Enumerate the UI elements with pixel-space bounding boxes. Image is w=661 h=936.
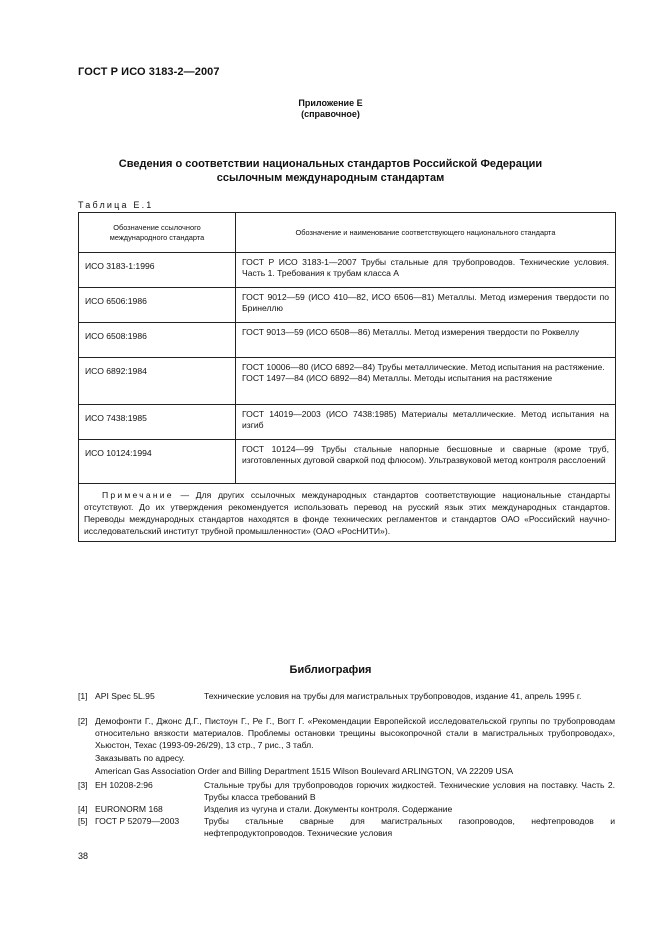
bibliography-item: [78, 815, 615, 839]
bib-number: [2]: [78, 716, 88, 726]
section-title-line2: ссылочным международным стандартам: [216, 172, 445, 184]
bibliography-item: [78, 779, 615, 803]
standards-table: [78, 212, 616, 542]
bibliography-title: Библиография: [289, 664, 372, 676]
annex-status: (справочное): [301, 109, 360, 119]
bib-description: Изделия из чугуна и стали. Документы контроля. Содержание: [204, 804, 453, 814]
intl-standard-cell: ИСО 6508:1986: [79, 323, 236, 358]
table-row: [79, 358, 616, 405]
table-row: [79, 323, 616, 358]
bib-description: Технические условия на трубы для магистральных трубопроводов, издание 41, апрель 1995 г.: [204, 691, 582, 701]
bib-reference: ГОСТ Р 52079—2003: [95, 816, 180, 826]
national-standard-cell: [236, 358, 616, 405]
col-header-national: Обозначение и наименование соответствующего национального стандарта: [236, 213, 616, 253]
bib-description: Трубы стальные сварные для магистральных газопроводов, нефтепроводов и нефтепродуктопроводов. Технические условия: [204, 816, 615, 838]
bib-number: [5]: [78, 816, 88, 826]
bib-number: [4]: [78, 804, 88, 814]
national-standard-text: ГОСТ 10006—80 (ИСО 6892—84) Трубы металлические. Метод испытания на растяжение.: [242, 362, 605, 372]
table-row: [79, 440, 616, 484]
bib-description: Стальные трубы для трубопроводов горючих жидкостей. Технические условия на поставку. Часть 2. Трубы класса требований В: [204, 780, 615, 802]
intl-standard-cell: ИСО 6506:1986: [79, 288, 236, 323]
intl-standard-cell: ИСО 6892:1984: [79, 358, 236, 405]
table-caption: Таблица Е.1: [78, 200, 154, 210]
document-header: ГОСТ Р ИСО 3183-2—2007: [78, 66, 220, 78]
note-text: — Для других ссылочных международных стандартов соответствующие национальные стандарты отсутствуют. До их утверждения рекомендуется использовать перевод на русский язык этих международных стандартов. Переводы международных стандартов находятся в фонде технических регламентов и стандартов ОАО «Российский научно-исследовательский институт трубной промышленности» (ОАО «РосНИТИ»).: [84, 490, 610, 536]
bib-description: Демофонти Г., Джонс Д.Г., Пистоун Г., Ре Г., Вогт Г. «Рекомендации Европейской исследовательской группы по трубопроводам относительно вязкости материалов. Проблемы остановки трещины высокопрочной стали в магистральных трубопроводах», Хьюстон, Техас (1993-09-26/29), 13 стр., 7 рис., 3 табл.: [95, 716, 615, 750]
section-title-line1: Сведения о соответствии национальных стандартов Российской Федерации: [118, 158, 543, 170]
national-standard-cell: ГОСТ 14019—2003 (ИСО 7438:1985) Материалы металлические. Метод испытания на изгиб: [236, 405, 616, 440]
national-standard-cell: ГОСТ 9013—59 (ИСО 6508—86) Металлы. Метод измерения твердости по Роквеллу: [236, 323, 616, 358]
intl-standard-cell: ИСО 7438:1985: [79, 405, 236, 440]
note-label: Примечание: [102, 490, 174, 500]
bib-reference: ЕН 10208-2:96: [95, 780, 153, 790]
bibliography-item: [78, 690, 615, 714]
table-note-row: [79, 484, 616, 542]
intl-standard-cell: ИСО 3183-1:1996: [79, 253, 236, 288]
bib-description: Заказывать по адресу.: [95, 753, 185, 763]
national-standard-cell: ГОСТ Р ИСО 3183-1—2007 Трубы стальные для трубопроводов. Технические условия. Часть 1. Требования к трубам класса А: [236, 253, 616, 288]
table-row: [79, 405, 616, 440]
bib-reference: API Spec 5L.95: [95, 691, 155, 701]
national-standard-cell: ГОСТ 9012—59 (ИСО 410—82, ИСО 6506—81) Металлы. Метод измерения твердости по Бринеллю: [236, 288, 616, 323]
bib-reference: EURONORM 168: [95, 804, 163, 814]
table-row: [79, 253, 616, 288]
bib-number: [1]: [78, 691, 88, 701]
table-note: [79, 484, 616, 542]
bib-address: American Gas Association Order and Billing Department 1515 Wilson Boulevard ARLINGTON, VA 22209 USA: [95, 766, 514, 776]
national-standard-cell: ГОСТ 10124—99 Трубы стальные напорные бесшовные и сварные (кроме труб, изготовленных дуговой сваркой под флюсом). Ультразвуковой метод контроля расслоений: [236, 440, 616, 484]
table-row: [79, 288, 616, 323]
table-header-row: [79, 213, 616, 253]
bibliography-item: [78, 803, 615, 815]
annex-title: Приложение Е: [298, 98, 363, 108]
col-header-international: Обозначение ссылочного международного стандарта: [79, 213, 236, 253]
bib-number: [3]: [78, 780, 88, 790]
intl-standard-cell: ИСО 10124:1994: [79, 440, 236, 484]
national-standard-text: ГОСТ 1497—84 (ИСО 6892—84) Металлы. Методы испытания на растяжение: [242, 373, 553, 383]
page-number: 38: [78, 851, 89, 861]
bibliography-item: [78, 715, 615, 777]
